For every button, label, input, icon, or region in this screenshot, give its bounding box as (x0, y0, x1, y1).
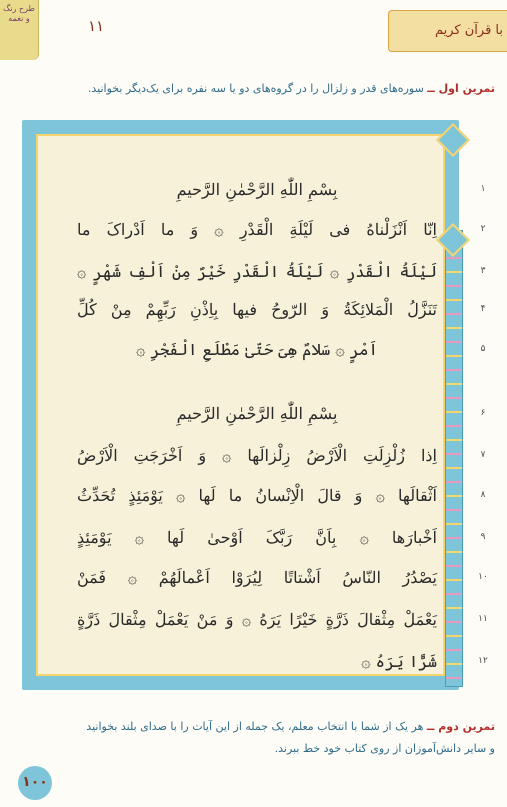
verse-line: تَنَزَّلُ الْمَلائِکَةُ وَ الرّوحُ فیها بِاِذْنِ رَبِّهِمْ مِنْ کُلِّ (77, 300, 437, 319)
decorative-side-strip (445, 230, 463, 687)
verse-line: اَخْبارَها ۞ بِاَنَّ رَبَّکَ اَوْحیٰ لَها ۞ یَوْمَئِذٍ (77, 528, 437, 547)
lesson-number-text: ۱۱ (87, 17, 105, 35)
verse-line: اَثْقالَها ۞ وَ قالَ الْاِنْسانُ ما لَها ۞ یَوْمَئِذٍ تُحَدِّثُ (77, 486, 437, 505)
verse-line: لَیْلَةُ الْقَدْرِ ۞ لَیْلَةُ الْقَدْرِ خَیْرٌ مِنْ اَلْفِ شَهْرٍ ۞ (77, 262, 437, 281)
corner-tab (0, 0, 39, 60)
verse-line: اِنّا اَنْزَلْناهُ فی لَیْلَةِ الْقَدْرِ ۞ وَ ما اَدْراکَ ما (77, 220, 437, 239)
corner-tab-text: طرح رنگ و نغمه (3, 4, 35, 23)
line-number: ۳ (480, 266, 486, 276)
page-number: ۱۰۰ (22, 774, 48, 790)
lesson-number (73, 12, 119, 40)
line-number: ۱۰ (478, 572, 488, 582)
exercise-two-text-cont: و سایر دانش‌آموزان از روی کتاب خود خط ببرند. (274, 742, 495, 755)
exercise-one-instruction (15, 82, 495, 95)
verse-line: بِسْمِ اللّٰهِ الرَّحْمٰنِ الرَّحیمِ (176, 180, 338, 199)
line-number: ۴ (480, 304, 486, 314)
line-number: ۷ (480, 450, 486, 460)
exercise-two-instruction-cont (15, 742, 495, 755)
line-number: ۸ (480, 490, 486, 500)
verse-line: شَرًّا یَرَهُ ۞ (361, 652, 437, 671)
line-number: ۱۱ (478, 614, 488, 624)
verse-line: بِسْمِ اللّٰهِ الرَّحْمٰنِ الرَّحیمِ (176, 404, 338, 423)
verse-line: یَعْمَلْ مِثْقالَ ذَرَّةٍ خَیْرًا یَرَهُ ۞ وَ مَنْ یَعْمَلْ مِثْقالَ ذَرَّةٍ (77, 610, 437, 629)
line-number: ۱ (480, 184, 486, 194)
header-banner (388, 10, 507, 52)
verse-line: اِذا زُلْزِلَتِ الْاَرْضُ زِلْزالَها ۞ وَ اَخْرَجَتِ الْاَرْضُ (77, 446, 437, 465)
exercise-two-instruction (15, 720, 495, 733)
line-number: ۱۲ (478, 656, 488, 666)
exercise-one-label: تمرین اول ــ (427, 82, 495, 95)
page-number-badge (18, 766, 52, 800)
exercise-two-text: هر یک از شما با انتخاب معلم، یک جمله از این آیات را با صدای بلند بخوانید (86, 720, 427, 733)
line-number: ۹ (480, 532, 486, 542)
page-title: با قرآن کریم (434, 23, 503, 38)
line-number: ۶ (480, 408, 486, 418)
verse-line: یَصْدُرُ النّاسُ اَشْتاتًا لِیُرَوْا اَعْمالَهُمْ ۞ فَمَنْ (77, 568, 437, 587)
line-number: ۲ (480, 224, 486, 234)
line-number: ۵ (480, 344, 486, 354)
verse-line: اَمْرٍ ۞ سَلامٌ هِیَ حَتّیٰ مَطْلَعِ الْفَجْرِ ۞ (136, 340, 378, 359)
exercise-one-text: سوره‌های قدر و زلزال را در گروه‌های دو یا سه نفره برای یک‌دیگر بخوانید. (87, 82, 428, 95)
exercise-two-label: تمرین دوم ــ (426, 720, 495, 733)
